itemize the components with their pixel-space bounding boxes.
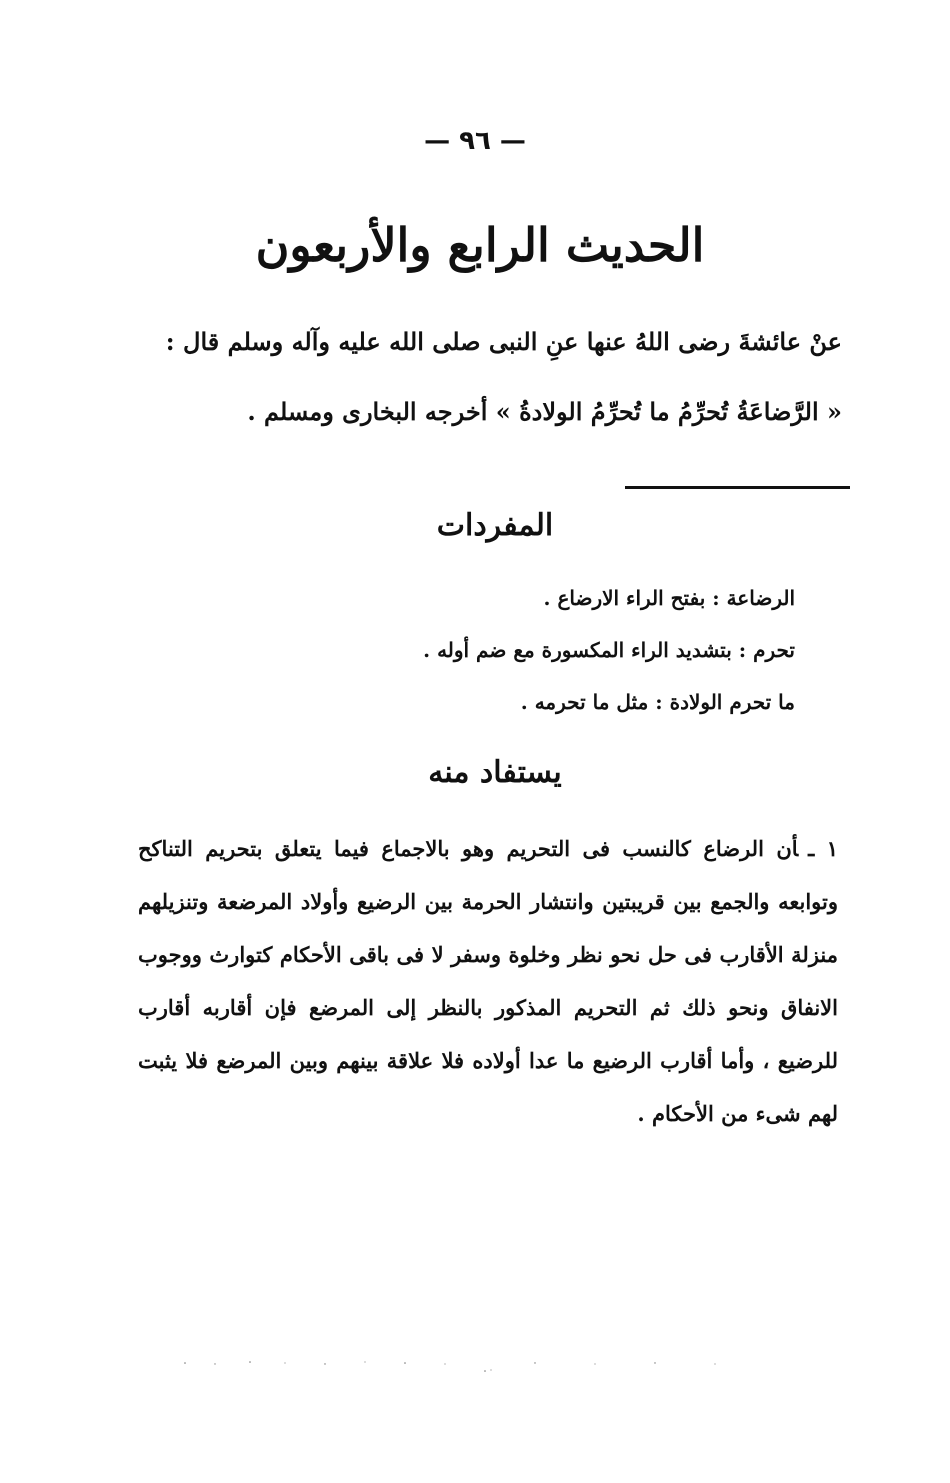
benefit-paragraph [138, 822, 838, 1140]
benefit-text: أن الرضاع كالنسب فى التحريم وهو بالاجماع فيما يتعلق بتحريم التناكح وتوابعه والجمع بين قريبتين وانتشار الحرمة بين الرضيع وأولاد المرضعة وتنزيلهم منزلة الأقارب فى حل نحو نظر وخلوة وسفر لا فى باقى الأحكام كتوارث ووجوب الانفاق ونحو ذلك ثم التحريم المذكور بالنظر إلى المرضع فإن أقاربه أقارب للرضيع ، وأما أقارب الرضيع ما عدا أولاده فلا علاقة بينهم وبين المرضع فلا يثبت لهم شىء من الأحكام . [138, 836, 838, 1126]
vocabulary-list [423, 578, 795, 734]
benefits-heading: يستفاد منه [428, 755, 562, 790]
benefit-number: ١ ـ [808, 836, 838, 861]
vocabulary-item: الرضاعة : بفتح الراء الارضاع . [543, 586, 795, 610]
vocabulary-heading: المفردات [436, 508, 554, 543]
vocabulary-item: تحرم : بتشديد الراء المكسورة مع ضم أوله . [423, 638, 795, 662]
page-number: — ٩٦ — [424, 126, 526, 156]
hadith-title: الحديث الرابع والأربعون [255, 218, 705, 272]
vocabulary-item: ما تحرم الولادة : مثل ما تحرمه . [520, 690, 795, 714]
hadith-text [102, 322, 842, 432]
hadith-line-matn: « الرَّضاعَةُ تُحرِّمُ ما تُحرِّمُ الولادةُ » أخرجه البخارى ومسلم . [247, 397, 842, 426]
section-divider [625, 486, 850, 489]
scan-specks [175, 1355, 735, 1375]
hadith-line-narration: عنْ عائشةَ رضى اللهُ عنها عنِ النبى صلى الله عليه وآله وسلم قال : [165, 327, 842, 356]
